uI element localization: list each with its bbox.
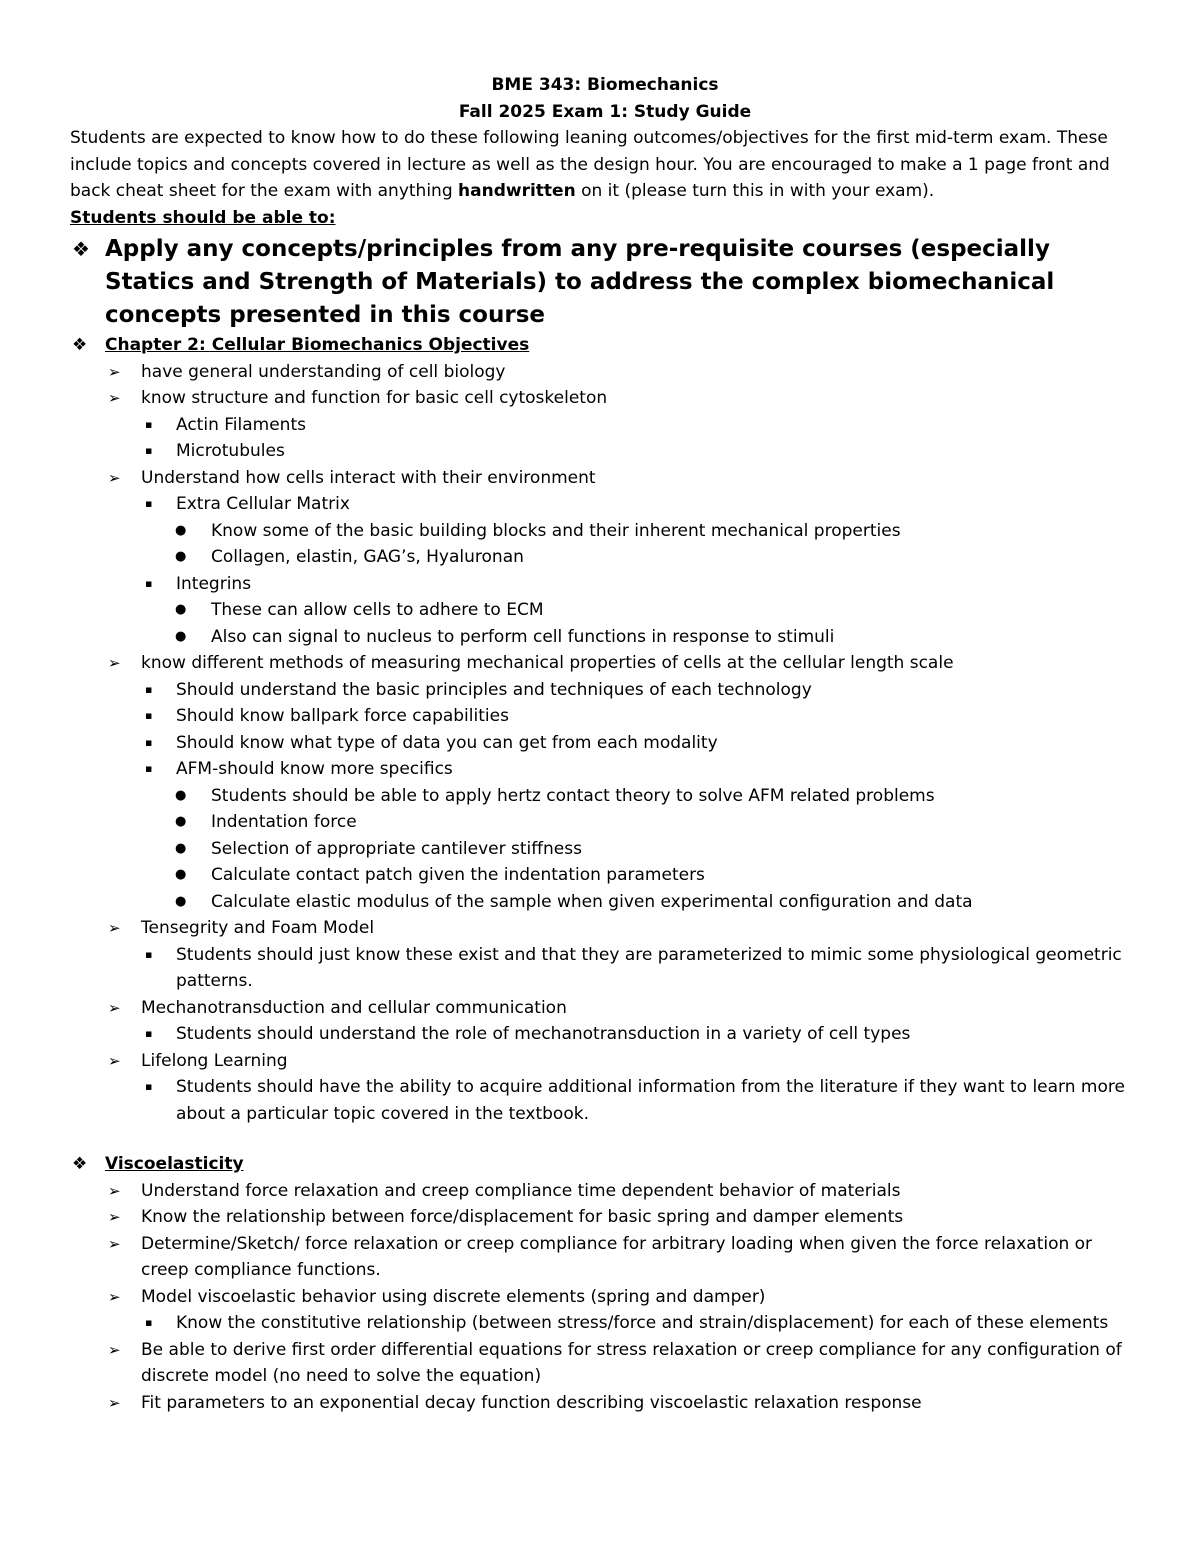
arrow-bullet-icon: ➢ — [108, 1181, 121, 1200]
square-bullet-icon: ▪ — [145, 497, 153, 510]
list-item: ▪ Extra Cellular Matrix — [70, 491, 1140, 518]
arrow-bullet-icon: ➢ — [108, 1287, 121, 1306]
arrow-bullet-icon: ➢ — [108, 362, 121, 381]
list-item: ▪ Students should understand the role of mechanotransduction in a variety of cell types — [70, 1021, 1140, 1048]
list-item: ▪ Should know ballpark force capabilities — [70, 703, 1140, 730]
list-item: ▪ Microtubules — [70, 438, 1140, 465]
dot-bullet-icon: ● — [175, 522, 187, 538]
list-item: ● These can allow cells to adhere to ECM — [70, 597, 1140, 624]
list-item: ➢ Lifelong Learning — [70, 1048, 1140, 1075]
intro-paragraph: Students are expected to know how to do these following leaning outcomes/objectives for the first mid-term exam. These include topics and concepts covered in lecture as well as the design hour. You are encouraged to make a 1 page front and back cheat sheet for the exam with anything handwritten on it (please turn this in with your exam). — [70, 128, 1110, 201]
arrow-bullet-icon: ➢ — [108, 468, 121, 487]
square-bullet-icon: ▪ — [145, 1027, 153, 1040]
diamond-bullet-icon: ❖ — [72, 335, 88, 355]
dot-bullet-icon: ● — [175, 628, 187, 644]
diamond-bullet-icon: ❖ — [72, 237, 90, 261]
dot-bullet-icon: ● — [175, 549, 187, 564]
dot-bullet-icon: ● — [175, 814, 187, 829]
study-guide-page — [70, 72, 1140, 1416]
list-item: ➢ know different methods of measuring mechanical properties of cells at the cellular length scale — [70, 650, 1140, 677]
arrow-bullet-icon: ➢ — [108, 1208, 121, 1226]
list-item: ● Selection of appropriate cantilever stiffness — [70, 836, 1140, 863]
list-item: ➢ Understand force relaxation and creep compliance time dependent behavior of materials — [70, 1178, 1140, 1205]
arrow-bullet-icon: ➢ — [108, 919, 121, 937]
square-bullet-icon: ▪ — [145, 576, 153, 590]
arrow-bullet-icon: ➢ — [108, 1393, 121, 1412]
square-bullet-icon: ▪ — [145, 709, 153, 722]
list-item: ➢ Determine/Sketch/ force relaxation or creep compliance for arbitrary loading when given the force relaxation or creep compliance functions. — [70, 1231, 1140, 1284]
handwritten-emphasis: handwritten — [458, 181, 576, 201]
arrow-bullet-icon: ➢ — [108, 389, 121, 407]
dot-bullet-icon: ● — [175, 602, 187, 617]
list-item: ▪ Students should just know these exist and that they are parameterized to mimic some physiological geometric patterns. — [70, 942, 1140, 995]
course-title: BME 343: Biomechanics — [491, 75, 719, 95]
list-item: ▪ Actin Filaments — [70, 412, 1140, 439]
square-bullet-icon: ▪ — [145, 417, 153, 431]
square-bullet-icon: ▪ — [145, 1080, 153, 1093]
list-item: ▪ Should know what type of data you can get from each modality — [70, 730, 1140, 757]
list-item: ▪ Students should have the ability to acquire additional information from the literature if they want to learn more about a particular topic covered in the textbook. — [70, 1074, 1140, 1127]
list-item: ▪ AFM-should know more specifics — [70, 756, 1140, 783]
list-item: ▪ Know the constitutive relationship (between stress/force and strain/displacement) for each of these elements — [70, 1310, 1140, 1337]
list-item: ➢ Fit parameters to an exponential decay function describing viscoelastic relaxation response — [70, 1390, 1140, 1417]
section-spacer — [70, 1127, 1140, 1151]
able-to-heading: Students should be able to: — [70, 207, 336, 228]
list-item: ● Students should be able to apply hertz contact theory to solve AFM related problems — [70, 783, 1140, 810]
list-item: ▪ Integrins — [70, 571, 1140, 598]
diamond-bullet-icon: ❖ — [72, 1154, 88, 1174]
square-bullet-icon: ▪ — [145, 444, 153, 457]
page-title: Fall 2025 Exam 1: Study Guide — [458, 101, 752, 122]
square-bullet-icon: ▪ — [145, 762, 153, 775]
list-item: ➢ Be able to derive first order differential equations for stress relaxation or creep compliance for any configuration of discrete model (no need to solve the equation) — [70, 1337, 1140, 1390]
main-objective: ❖ Apply any concepts/principles from any pre-requisite courses (especially Statics and Strength of Materials) to address the complex biomechanical concepts presented in this course — [70, 233, 1140, 332]
list-item: ● Calculate contact patch given the indentation parameters — [70, 862, 1140, 889]
arrow-bullet-icon: ➢ — [108, 654, 121, 672]
arrow-bullet-icon: ➢ — [108, 1234, 121, 1253]
dot-bullet-icon: ● — [175, 893, 187, 909]
list-item: ▪ Should understand the basic principles and techniques of each technology — [70, 677, 1140, 704]
list-item: ● Also can signal to nucleus to perform cell functions in response to stimuli — [70, 624, 1140, 651]
list-item: ➢ know structure and function for basic cell cytoskeleton — [70, 385, 1140, 412]
arrow-bullet-icon: ➢ — [108, 998, 121, 1017]
list-item: ➢ Tensegrity and Foam Model — [70, 915, 1140, 942]
viscoelasticity-heading: ❖ Viscoelasticity — [70, 1151, 1140, 1178]
list-item: ➢ Mechanotransduction and cellular communication — [70, 995, 1140, 1022]
chapter2-heading: ❖ Chapter 2: Cellular Biomechanics Objectives — [70, 332, 1140, 359]
square-bullet-icon: ▪ — [145, 682, 153, 696]
arrow-bullet-icon: ➢ — [108, 1051, 121, 1070]
list-item: ● Calculate elastic modulus of the sample when given experimental configuration and data — [70, 889, 1140, 916]
square-bullet-icon: ▪ — [145, 947, 153, 961]
dot-bullet-icon: ● — [175, 787, 187, 803]
dot-bullet-icon: ● — [175, 840, 187, 856]
square-bullet-icon: ▪ — [145, 735, 153, 749]
list-item: ➢ have general understanding of cell biology — [70, 359, 1140, 386]
list-item: ● Collagen, elastin, GAG’s, Hyaluronan — [70, 544, 1140, 571]
list-item: ● Indentation force — [70, 809, 1140, 836]
arrow-bullet-icon: ➢ — [108, 1340, 121, 1359]
dot-bullet-icon: ● — [175, 867, 187, 882]
list-item: ➢ Model viscoelastic behavior using discrete elements (spring and damper) — [70, 1284, 1140, 1311]
list-item: ➢ Know the relationship between force/displacement for basic spring and damper elements — [70, 1204, 1140, 1231]
square-bullet-icon: ▪ — [145, 1316, 153, 1329]
list-item: ➢ Understand how cells interact with their environment — [70, 465, 1140, 492]
list-item: ● Know some of the basic building blocks and their inherent mechanical properties — [70, 518, 1140, 545]
